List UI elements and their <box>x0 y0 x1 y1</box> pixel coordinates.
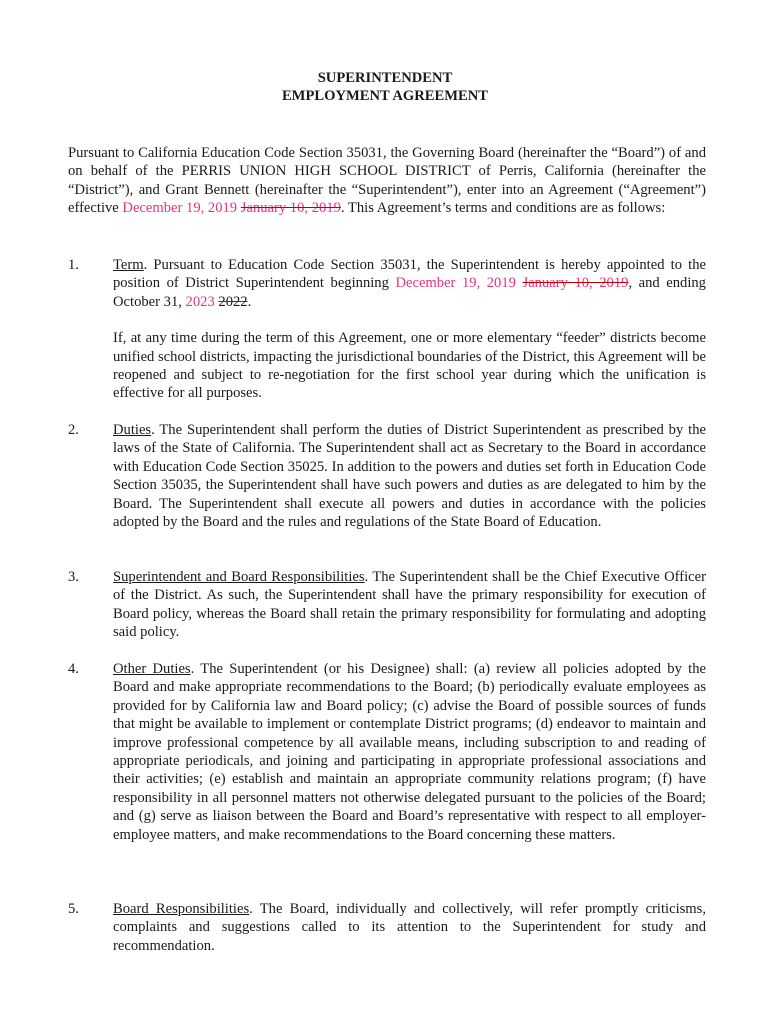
term-paragraph-2: If, at any time during the term of this Agreement, one or more elementary “feeder” districts become unified school districts, impacting the jurisdictional boundaries of the District, this Agreement will be reopened and subject to re-negotiation for the first school year during which the unification is effective for all purposes. <box>113 330 706 402</box>
term-text-a: . Pursuant to Education Code Section 35031, the Superintendent is hereby appointed to the position of District Superintendent beginning <box>113 257 706 292</box>
section-body <box>113 900 706 955</box>
other-duties-text: . The Superintendent (or his Designee) shall: (a) review all policies adopted by the Board and make appropriate recommendations to the Board; (b) periodically evaluate employees as provided for by California law and Board policy; (c) advise the Board of possible sources of funds that might be available to implement or contemplate District programs; (d) endeavor to maintain and improve professional competence by all available means, including subscription to and reading of appropriate periodicals, and joining and participating in appropriate professional associations and their activities; (e) establish and maintain an appropriate community relations program; (f) have responsibility in all personnel matters not otherwise delegated pursuant to the policies of the Board; and (g) serve as liaison between the Board and Board’s representative with respect to all employer-employee matters, and make recommendations to the Board concerning these matters. <box>113 661 706 843</box>
term-inserted-year: 2023 <box>185 293 215 310</box>
responsibilities-text: . The Superintendent shall be the Chief Executive Officer of the District. As such, the Superintendent shall have the primary responsibility for execution of Board policy, whereas the Board shall retain the primary responsibility for formulating and adopting said policy. <box>113 569 706 641</box>
other-duties-heading: Other Duties <box>113 661 191 677</box>
section-number: 1. <box>68 257 79 273</box>
term-inserted-date: December 19, 2019 <box>395 275 516 292</box>
intro-deleted-date: January 10, 2019 <box>240 200 341 217</box>
duties-heading: Duties <box>113 422 152 438</box>
other-duties-paragraph <box>113 660 706 844</box>
intro-inserted-date: December 19, 2019 <box>122 200 238 217</box>
intro-text-a: Pursuant to California Education Code Section 35031, the Governing Board (hereinafter the “Board”) of and on behalf of the PERRIS UNION HIGH SCHOOL DISTRICT of Perris, California (hereinafter the “District”), and Grant Bennett (hereinafter the “Superintendent”), enter into an Agreement (“Agreement”) effective <box>68 145 706 217</box>
document-title <box>0 69 770 106</box>
section-body <box>113 568 706 642</box>
title-line-2: EMPLOYMENT AGREEMENT <box>281 88 489 105</box>
responsibilities-paragraph <box>113 568 706 642</box>
term-text-c: . <box>247 293 252 310</box>
term-heading: Term <box>113 257 144 273</box>
intro-paragraph <box>68 144 706 218</box>
section-number: 4. <box>68 661 79 677</box>
intro-text-b: . This Agreement’s terms and conditions are as follows: <box>340 200 666 217</box>
section-number: 3. <box>68 569 79 585</box>
term-text-b: , and ending October 31, <box>113 275 706 310</box>
section-number: 2. <box>68 422 79 438</box>
section-body <box>113 660 706 844</box>
responsibilities-heading: Superintendent and Board Responsibilities <box>113 569 365 585</box>
section-body <box>113 421 706 531</box>
board-responsibilities-heading: Board Responsibilities <box>113 901 250 917</box>
duties-paragraph <box>113 421 706 531</box>
title-line-1: SUPERINTENDENT <box>317 70 453 86</box>
duties-text: . The Superintendent shall perform the duties of District Superintendent as prescribed by the laws of the State of California. The Superintendent shall act as Secretary to the Board in accordance with Education Code Section 35025. In addition to the powers and duties set forth in Education Code Section 35035, the Superintendent shall have such powers and duties as are delegated to him by the Board. The Superintendent shall execute all powers and duties in accordance with the policies adopted by the Board and the rules and regulations of the State Board of Education. <box>113 422 706 531</box>
section-number: 5. <box>68 901 79 917</box>
term-paragraph <box>113 256 706 311</box>
term-deleted-date: January 10, 2019 <box>522 275 629 292</box>
board-responsibilities-paragraph <box>113 900 706 955</box>
board-responsibilities-text: . The Board, individually and collectively, will refer promptly criticisms, complaints and suggestions called to its attention to the Superintendent for study and recommendation. <box>113 901 706 954</box>
section-body <box>113 256 706 403</box>
term-deleted-year: 2022 <box>218 293 248 310</box>
